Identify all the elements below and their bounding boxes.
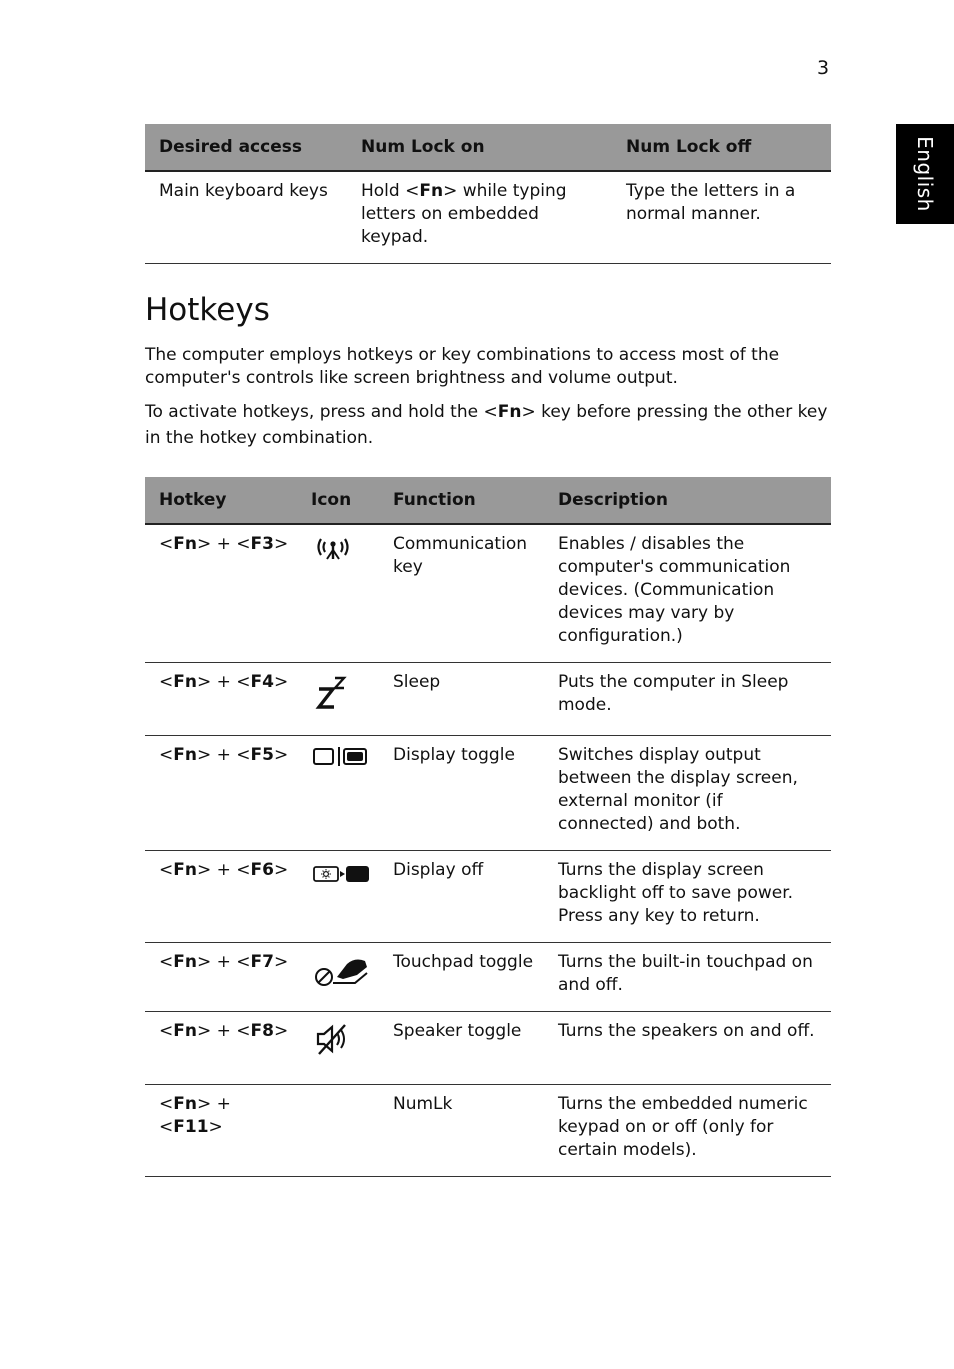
touchpad-toggle-icon bbox=[313, 955, 371, 989]
language-tab bbox=[896, 124, 954, 224]
wireless-icon bbox=[313, 533, 353, 565]
description-cell: Puts the computer in Sleep mode. bbox=[544, 663, 831, 736]
table-row bbox=[145, 943, 831, 1012]
num-lock-on-cell: Hold <Fn> while typing letters on embedded keypad. bbox=[347, 171, 612, 264]
function-cell: Communication key bbox=[379, 524, 544, 663]
activation-paragraph: To activate hotkeys, press and hold the <Fn> key before pressing the other key in the hotkey combination. bbox=[145, 402, 828, 448]
table-header: Icon bbox=[305, 477, 379, 524]
table-header-row bbox=[145, 124, 831, 171]
hotkey-cell: <Fn> + <F7> bbox=[145, 943, 305, 1012]
function-cell: Display toggle bbox=[379, 736, 544, 851]
num-lock-off-cell: Type the letters in a normal manner. bbox=[612, 171, 831, 264]
sleep-icon bbox=[313, 675, 349, 711]
function-cell: Display off bbox=[379, 851, 544, 943]
table-header: Num Lock off bbox=[612, 124, 831, 171]
description-cell: Turns the display screen backlight off to save power. Press any key to return. bbox=[544, 851, 831, 943]
table-row bbox=[145, 524, 831, 663]
function-cell: Touchpad toggle bbox=[379, 943, 544, 1012]
hotkey-cell: <Fn> + <F4> bbox=[145, 663, 305, 736]
table-row bbox=[145, 851, 831, 943]
hotkey-cell: <Fn> + <F11> bbox=[145, 1085, 305, 1177]
table-row bbox=[145, 1012, 831, 1085]
description-cell: Enables / disables the computer's communication devices. (Communication devices may vary by configuration.) bbox=[544, 524, 831, 663]
function-cell: Speaker toggle bbox=[379, 1012, 544, 1085]
function-cell: NumLk bbox=[379, 1085, 544, 1177]
hotkey-cell: <Fn> + <F6> bbox=[145, 851, 305, 943]
table-row bbox=[145, 663, 831, 736]
description-cell: Turns the embedded numeric keypad on or off (only for certain models). bbox=[544, 1085, 831, 1177]
display-toggle-icon bbox=[313, 746, 369, 768]
section-title: Hotkeys bbox=[145, 292, 270, 328]
table-header-row bbox=[145, 477, 831, 524]
table-header: Function bbox=[379, 477, 544, 524]
table-row bbox=[145, 736, 831, 851]
speaker-toggle-icon bbox=[313, 1022, 353, 1056]
hotkey-table bbox=[145, 477, 831, 1177]
intro-paragraph: The computer employs hotkeys or key combinations to access most of the computer's controls like screen brightness and volume output. bbox=[145, 345, 780, 388]
description-cell: Turns the speakers on and off. bbox=[544, 1012, 831, 1085]
hotkey-cell: <Fn> + <F3> bbox=[145, 524, 305, 663]
hotkey-cell: <Fn> + <F8> bbox=[145, 1012, 305, 1085]
description-cell: Switches display output between the display screen, external monitor (if connected) and both. bbox=[544, 736, 831, 851]
function-cell: Sleep bbox=[379, 663, 544, 736]
table-header: Desired access bbox=[145, 124, 347, 171]
page-number: 3 bbox=[817, 57, 830, 79]
display-off-icon bbox=[313, 863, 371, 885]
desired-access-cell: Main keyboard keys bbox=[145, 171, 347, 264]
table-row bbox=[145, 1085, 831, 1177]
numlock-table bbox=[145, 124, 831, 264]
table-header: Description bbox=[544, 477, 831, 524]
description-cell: Turns the built-in touchpad on and off. bbox=[544, 943, 831, 1012]
table-header: Hotkey bbox=[145, 477, 305, 524]
table-row bbox=[145, 171, 831, 264]
table-header: Num Lock on bbox=[347, 124, 612, 171]
language-tab-label: English bbox=[913, 136, 937, 212]
hotkey-cell: <Fn> + <F5> bbox=[145, 736, 305, 851]
